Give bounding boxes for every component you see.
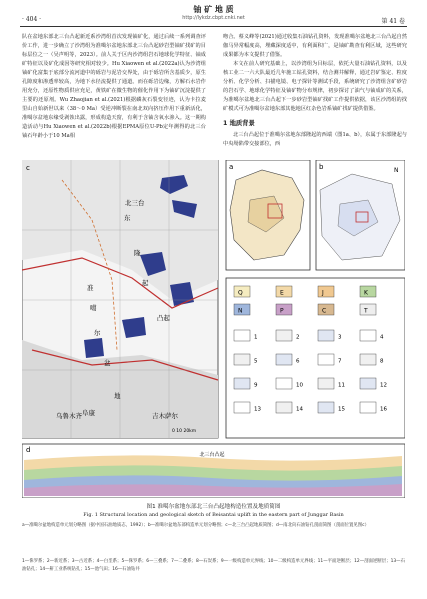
map-label: 盆 (104, 359, 111, 367)
legend-number: 6 (296, 358, 300, 365)
legend-number: 5 (254, 358, 258, 365)
map-label: 尔 (94, 329, 101, 337)
map-label: 东 (124, 214, 131, 222)
legend-swatch (318, 354, 334, 365)
legend-swatch (318, 330, 334, 341)
map-label: 阜康 (82, 409, 95, 417)
oil-field-shape (170, 282, 194, 306)
legend-number: 12 (380, 382, 387, 389)
legend-number: 16 (380, 406, 387, 413)
map-label: 噶 (90, 304, 97, 312)
legend-swatch (360, 402, 376, 413)
journal-title: 铀 矿 地 质 (193, 4, 234, 14)
legend-symbol: Q (238, 289, 243, 297)
figure-1 (22, 160, 405, 498)
legend-swatch (318, 286, 334, 297)
paragraph: 吻合。蔡义峰等(2021)通过收集石油钻孔资料，发现准噶尔盆地北三台凸起自然伽马异常幅度高，埋藏深度适中，有利面积广，是铀矿勘查有利区域，这些研究成果都为本文提供了借鉴。 (223, 34, 407, 58)
legend-number: 11 (338, 382, 345, 389)
legend-swatch (276, 304, 292, 315)
legend-symbol: J (322, 289, 324, 297)
legend-swatch (276, 354, 292, 365)
legend-number: 2 (296, 334, 300, 341)
right-column (223, 33, 407, 149)
legend-number: 9 (254, 382, 258, 389)
panel-d-profile (22, 444, 405, 498)
figure-note-panels: a—准噶尔盆地构造单元划分略图（据中国石油地质志，1992）；b—准噶尔盆地东部构造单元划分略图；c—北三台凸起地质简图；d—南北向石油钻孔剖面简图（剖面位置见图c） (22, 523, 369, 528)
north-arrow: N (394, 167, 399, 174)
legend-swatch (276, 286, 292, 297)
figure-note-legend: 1—侏罗系；2—新近系；3—古近系；4—白垩系；5—侏罗系；6—三叠系；7—二叠系；8—石炭系；9—一级构造单元界线；10—二级构造单元界线；11—平面逆断层；12—剖面逆断层；13—石油钻孔；14—鼾工业系统钻孔；15—池气田；16—石油钻井 (22, 559, 405, 572)
legend (226, 278, 405, 438)
legend-swatch (360, 330, 376, 341)
legend-swatch (360, 354, 376, 365)
legend-symbol: P (280, 307, 284, 315)
oil-field-shape (84, 338, 104, 358)
legend-number: 10 (296, 382, 303, 389)
legend-number: 4 (380, 334, 384, 341)
legend-number: 15 (338, 406, 345, 413)
map-label: 起 (142, 279, 149, 287)
map-label: 准 (87, 284, 94, 292)
page-number: · 404 · (22, 16, 42, 23)
legend-symbol: N (238, 307, 243, 315)
panel-label-a: a (229, 163, 234, 171)
map-label: 地 (114, 392, 121, 400)
panel-label-b: b (319, 163, 324, 171)
legend-swatch (234, 354, 250, 365)
oil-field-shape (122, 317, 146, 338)
volume-label: 第 41 卷 (381, 18, 405, 25)
panel-c-map (22, 160, 218, 438)
legend-number: 1 (254, 334, 258, 341)
legend-symbol: E (280, 289, 284, 297)
panel-label-c: c (26, 164, 30, 172)
legend-swatch (318, 378, 334, 389)
legend-swatch (276, 378, 292, 389)
legend-symbol: K (364, 289, 368, 297)
legend-symbol: C (322, 307, 327, 315)
panel-b-map (316, 160, 405, 270)
legend-number: 13 (254, 406, 261, 413)
panel-label-d: d (26, 446, 31, 454)
legend-swatch (234, 330, 250, 341)
legend-number: 7 (338, 358, 342, 365)
paragraph: 本文在前人研究基础上，以沙湾组为目标层，依托大量石油钻孔资料，以及核工业二一六大队最近几年施工钻孔资料，结合测井解释，通过岩矿鉴定、粒度分析、化学分析、扫描电镜、电子探针等测试手段，系统研究了沙湾组含矿砂岩的岩石学、地球化学特征及铀矿物分布规律，初步探讨了油气与铀成矿的关系，为准噶尔盆地北三台凸起下一步砂岩型铀矿找矿工作提供依据，该区沙湾组的找矿模式可为准噶尔盆地东部其他地区红杂色岩系铀矿找矿提供借鉴。 (223, 61, 407, 112)
legend-swatch (360, 378, 376, 389)
figure-caption-en: Fig. 1 Structural location and geological sketch of Beisantai uplift in the eastern part of Junggar Basin (83, 512, 344, 518)
panel-a-map (226, 160, 310, 270)
legend-swatch (318, 402, 334, 413)
legend-swatch (234, 378, 250, 389)
map-label: 吉木萨尔 (152, 412, 178, 420)
legend-swatch (360, 304, 376, 315)
header-rule (20, 26, 407, 27)
map-label: 乌鲁木齐 (56, 412, 82, 420)
left-column (22, 33, 206, 141)
legend-number: 14 (296, 406, 303, 413)
legend-symbol: T (364, 307, 368, 315)
paragraph: 队在盆地东部北三台凸起新近系沙湾组首次发现铀矿化，通过后续一系列调查评价工作，进一步确立了沙湾组为准噶尔盆地东部北三台凸起砂岩型铀矿找矿的目标层位之一（吴声明等，2023）。前人关于区内沙湾组岩石地球化学特征、铀成矿特征以及矿化成因等研究相对较少。Hu Xiaowen et al.(2022a)认为沙湾组铀矿化富集于底部分流河道中的砾岩与泥岩交界处，由于砾岩所含基质少，原生孔隙度和渗透率较高，为地下水径流提供了通道。而在砾岩边缘，方解石水岩作用充分，还原性物质供应充足，黄铁矿在微生物的催化作用下为铀矿沉淀提供了主要的还原剂。Wu Zhaojian et al.(2021)根据磷灰石裂变径迹，认为卡拉麦里山自始新世以来（38～0 Ma）受逆冲断裂在南北双向挤压作用下重新活化，准噶尔盆地东缘受剥蚀出露，形成构造天窗，有利于含铀含氧水渗入。这一期构造活动与Hu Xiaowen et al.(2022b)根据EPMA原位U-Pb定年测得的北三台铀石年龄小于10 Ma相 (22, 34, 206, 139)
paragraph: 北三台凸起位于准噶尔盆地东部隆起的西端（图1a、b），东属于东部隆起与中央坳陷带交接部位，西 (223, 132, 407, 147)
legend-swatch (276, 402, 292, 413)
section-heading: 1 地质背景 (223, 120, 255, 127)
legend-swatch (234, 402, 250, 413)
legend-number: 3 (338, 334, 342, 341)
figure-caption-cn: 图1 准噶尔盆地东部北三台凸起地构造位置及地质简图 (146, 504, 281, 510)
scale-bar-label: 0 10 20km (172, 429, 197, 434)
map-label: 凸起 (157, 314, 170, 322)
legend-swatch (360, 286, 376, 297)
map-label: 隆 (134, 249, 141, 257)
map-label: 北三台 (125, 199, 145, 207)
profile-label: 北三台凸起 (199, 452, 225, 458)
legend-swatch (276, 330, 292, 341)
journal-url[interactable]: http://lykdz.cbpt.cnki.net (182, 15, 245, 21)
legend-number: 8 (380, 358, 384, 365)
